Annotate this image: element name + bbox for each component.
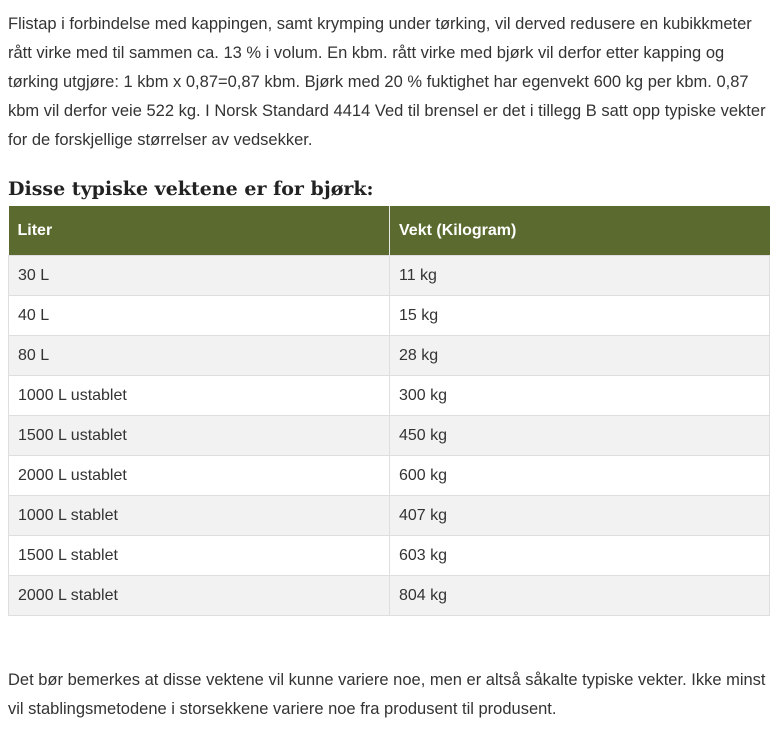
- table-row: [9, 336, 770, 376]
- cell-volume: 2000 L stablet: [9, 576, 390, 616]
- column-header-liter: Liter: [9, 206, 390, 256]
- cell-weight: 450 kg: [390, 416, 770, 456]
- cell-weight: 15 kg: [390, 296, 770, 336]
- cell-volume: 80 L: [9, 336, 390, 376]
- table-row: [9, 376, 770, 416]
- cell-volume: 2000 L ustablet: [9, 456, 390, 496]
- table-row: [9, 296, 770, 336]
- table-row: [9, 256, 770, 296]
- column-header-weight: Vekt (Kilogram): [390, 206, 770, 256]
- cell-weight: 28 kg: [390, 336, 770, 376]
- cell-volume: 30 L: [9, 256, 390, 296]
- table-row: [9, 536, 770, 576]
- cell-weight: 407 kg: [390, 496, 770, 536]
- table-row: [9, 576, 770, 616]
- table-row: [9, 456, 770, 496]
- cell-weight: 11 kg: [390, 256, 770, 296]
- cell-volume: 40 L: [9, 296, 390, 336]
- cell-volume: 1000 L ustablet: [9, 376, 390, 416]
- cell-weight: 603 kg: [390, 536, 770, 576]
- intro-paragraph: Flistap i forbindelse med kappingen, samt krymping under tørking, vil derved redusere en kubikkmeter rått virke med til sammen ca. 13 % i volum. En kbm. rått virke med bjørk vil derfor etter kapping og tørking utgjøre: 1 kbm x 0,87=0,87 kbm. Bjørk med 20 % fuktighet har egenvekt 600 kg per kbm. 0,87 kbm vil derfor veie 522 kg. I Norsk Standard 4414 Ved til brensel er det i tillegg B satt opp typiske vekter for de forskjellige størrelser av vedsekker.: [8, 15, 766, 149]
- table-row: [9, 416, 770, 456]
- cell-volume: 1000 L stablet: [9, 496, 390, 536]
- cell-weight: 600 kg: [390, 456, 770, 496]
- table-row: [9, 496, 770, 536]
- table-header-row: [9, 206, 770, 256]
- cell-weight: 300 kg: [390, 376, 770, 416]
- outro-paragraph: Det bør bemerkes at disse vektene vil kunne variere noe, men er altså såkalte typiske vekter. Ikke minst vil stablingsmetodene i storsekkene variere noe fra produsent til produsent.: [8, 671, 766, 718]
- cell-weight: 804 kg: [390, 576, 770, 616]
- cell-volume: 1500 L ustablet: [9, 416, 390, 456]
- cell-volume: 1500 L stablet: [9, 536, 390, 576]
- section-heading: Disse typiske vektene er for bjørk:: [8, 178, 374, 200]
- weights-table: [8, 206, 770, 616]
